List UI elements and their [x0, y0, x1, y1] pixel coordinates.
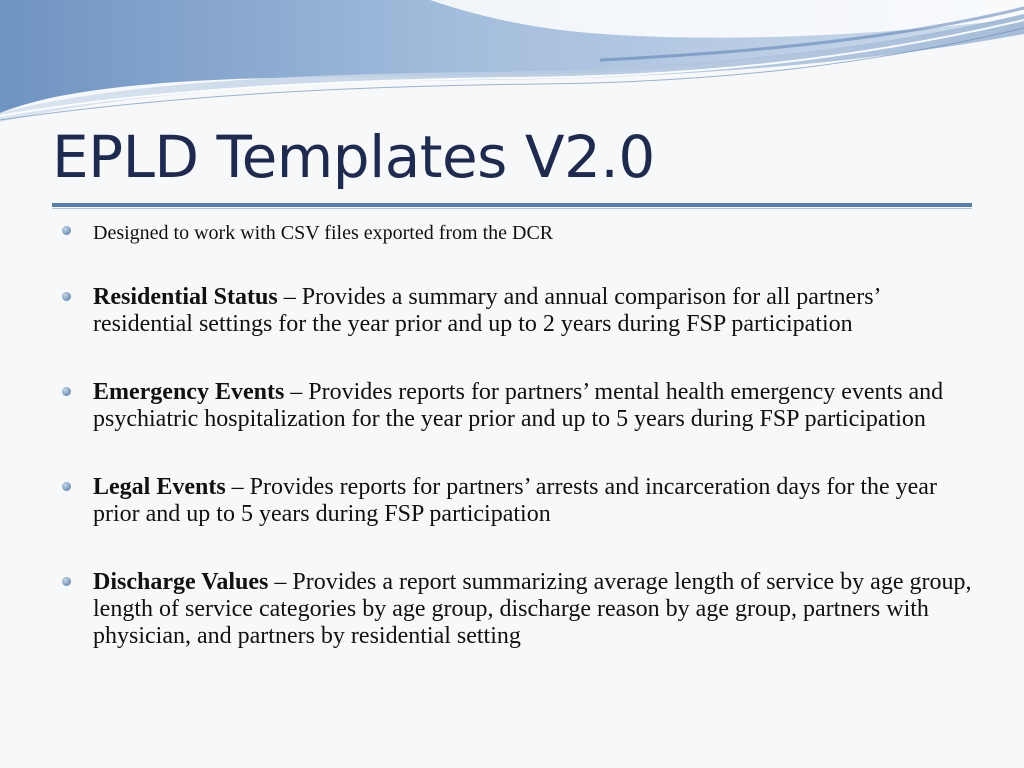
bullet-dot-icon: [62, 577, 71, 586]
bullet-item: [62, 569, 972, 650]
bullet-separator: –: [225, 474, 250, 500]
bullet-dot-icon: [62, 292, 71, 301]
bullet-item: [62, 379, 972, 433]
bullet-text: Provides a report summarizing average length of service by age group, length of service categories by age group, discharge reason by age group, partners with physician, and partners by residential setting: [93, 569, 972, 649]
bullet-term: Residential Status: [93, 284, 278, 310]
header-wave-decoration: [0, 0, 1024, 130]
bullet-dot-icon: [62, 482, 71, 491]
bullet-separator: –: [268, 569, 293, 595]
bullet-dot-icon: [62, 387, 71, 396]
bullet-separator: –: [277, 284, 302, 310]
bullet-term: Emergency Events: [93, 379, 285, 405]
bullet-text: Provides a summary and annual comparison for all partners’ residential settings for the year prior and up to 2 years during FSP participation: [93, 284, 880, 337]
slide-title: EPLD Templates V2.0: [52, 123, 655, 191]
bullet-term: Discharge Values: [93, 569, 269, 595]
title-underline: [52, 203, 972, 208]
bullet-separator: –: [284, 379, 309, 405]
bullet-dot-icon: [62, 226, 71, 235]
bullet-term: Legal Events: [93, 474, 226, 500]
bullet-list: [62, 220, 972, 650]
bullet-item: [62, 474, 972, 528]
bullet-text: Provides reports for partners’ arrests and incarceration days for the year prior and up to 5 years during FSP participation: [93, 474, 937, 527]
bullet-item: [62, 284, 972, 338]
bullet-item: [62, 220, 972, 246]
bullet-text: Designed to work with CSV files exported from the DCR: [93, 222, 554, 244]
bullet-text: Provides reports for partners’ mental health emergency events and psychiatric hospitalization for the year prior and up to 5 years during FSP participation: [93, 379, 944, 432]
